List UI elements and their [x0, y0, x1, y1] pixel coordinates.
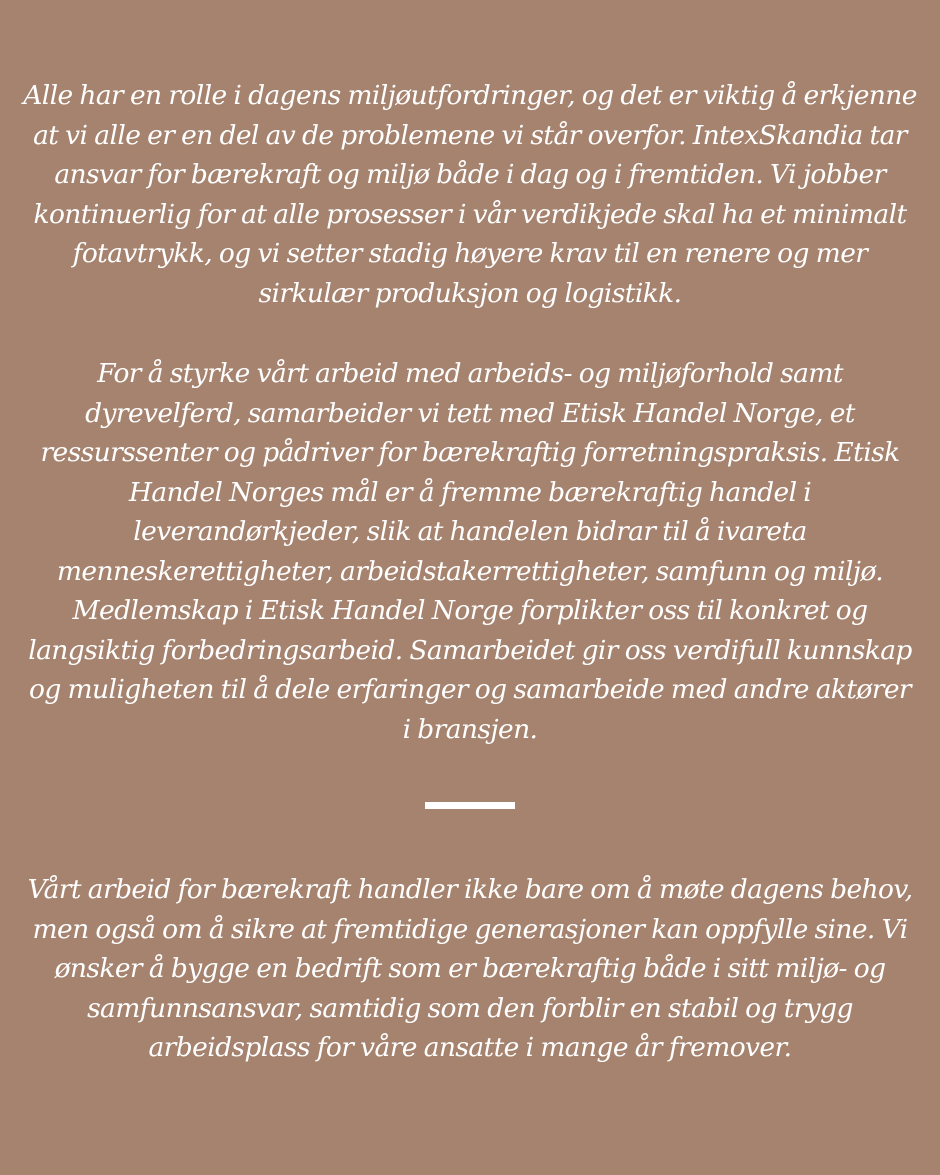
- partnership-paragraph: For å styrke vårt arbeid med arbeids- og miljøforhold samt dyrevelferd, samarbeider vi tett med Etisk Handel Norge, et ressurssenter og pådriver for bærekraftig forretningspraksis. Etisk Handel Norges mål er å fremme bærekraftig handel i leverandørkjeder, slik at handelen bidrar til å ivareta menneskerettigheter, arbeidstakerrettigheter, samfunn og miljø. Medlemskap i Etisk Handel Norge forplikter oss til konkret og langsiktig forbedringsarbeid. Samarbeidet gir oss verdifull kunnskap og muligheten til å dele erfaringer og samarbeide med andre aktører i bransjen.: [28, 358, 912, 745]
- intro-paragraph: Alle har en rolle i dagens miljøutfordringer, og det er viktig å erkjenne at vi alle er en del av de problemene vi står overfor. IntexSkandia tar ansvar for bærekraft og miljø både i dag og i fremtiden. Vi jobber kontinuerlig for at alle prosesser i vår verdikjede skal ha et minimalt fotavtrykk, og vi setter stadig høyere krav til en renere og mer sirkulær produksjon og logistikk.: [23, 80, 917, 309]
- section-divider: [425, 802, 515, 809]
- closing-paragraph: Vårt arbeid for bærekraft handler ikke bare om å møte dagens behov, men også om å sikre at fremtidige generasjoner kan oppfylle sine. Vi ønsker å bygge en bedrift som er bærekraftig både i sitt miljø- og samfunnsansvar, samtidig som den forblir en stabil og trygg arbeidsplass for våre ansatte i mange år fremover.: [27, 874, 913, 1063]
